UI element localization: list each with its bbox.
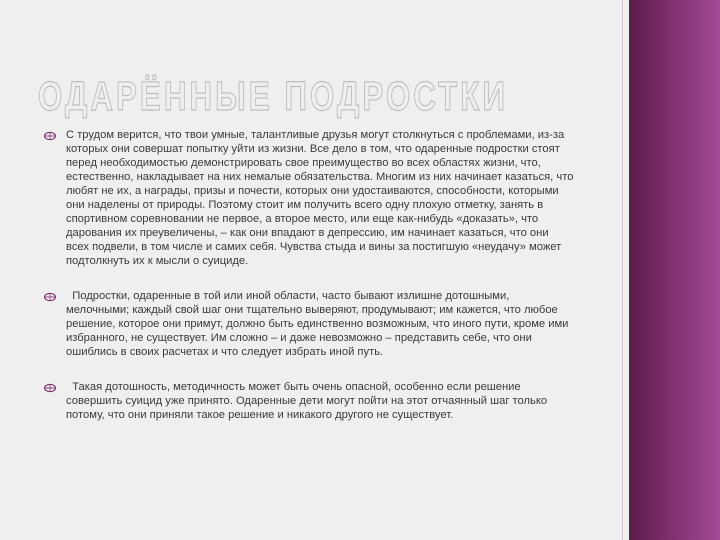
slide-title-svg: [36, 66, 616, 122]
purple-sidebar: [629, 0, 720, 540]
list-item: [52, 289, 574, 359]
bullet-text: С трудом верится, что твои умные, талантливые друзья могут столкнуться с проблемами, из-за которых они совершат попытку уйти из жизни. Все дело в том, что одаренные подростки стоят перед необходимостью демонстрировать свое преимущество во всех областях жизни, что, естественно, накладывает на них немалые обязательства. Многим из них начинает казаться, что любят не их, а награды, призы и почести, которых они удостаиваются, способности, которыми они наделены от природы. Поэтому стоит им получить всего одну плохую отметку, занять в спортивном соревновании не первое, а второе место, или еще как-нибудь «доказать», что дарования их преувеличены, – как они впадают в депрессию, им начинает казаться, что они всех подвели, в том числе и самих себя. Чувства стыда и вины за постигшую «неудачу» может подтолкнуть их к мысли о суициде.: [66, 129, 574, 267]
bullet-list: [52, 128, 574, 422]
bullet-text: Подростки, одаренные в той или иной области, часто бывают излишне дотошными, мелочными; каждый свой шаг они тщательно выверяют, продумывают; им кажется, что любое решение, которое они примут, должно быть единственно возможным, что иного пути, кроме ими избранного, не существует. Им сложно – и даже невозможно – представить себе, что они ошиблись в своих расчетах и что следует избрать иной путь.: [66, 290, 572, 358]
leaf-bullet-icon: [43, 290, 57, 302]
leaf-bullet-icon: [43, 381, 57, 393]
slide-title-area: [36, 66, 616, 122]
bullet-text: Такая дотошность, методичность может быть очень опасной, особенно если решение совершить суицид уже принято. Одаренные дети могут пойти на этот отчаянный шаг только потому, что они приняли такое решение и никакого другого не существует.: [66, 381, 551, 421]
sidebar-divider: [622, 0, 623, 540]
slide-title: ОДАРЁННЫЕ ПОДРОСТКИ: [38, 73, 508, 119]
list-item: [52, 380, 574, 422]
list-item: [52, 128, 574, 268]
leaf-bullet-icon: [43, 129, 57, 141]
